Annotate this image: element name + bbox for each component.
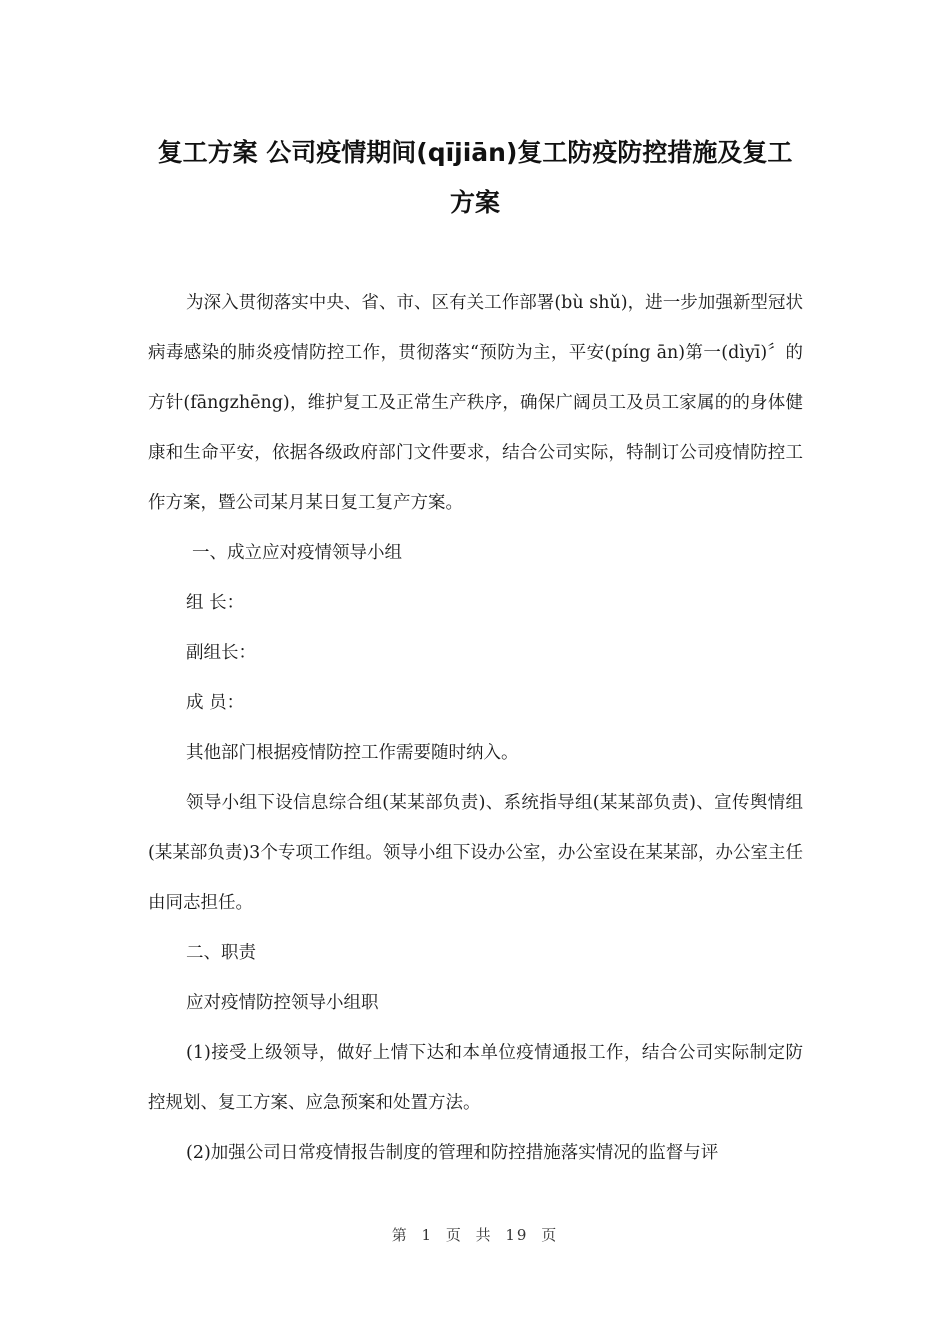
section-heading-1: 一、成立应对疫情领导小组	[192, 543, 402, 563]
paragraph-other-departments: 其他部门根据疫情防控工作需要随时纳入。	[186, 743, 519, 763]
paragraph-members: 成 员：	[186, 693, 245, 713]
document-body	[148, 278, 803, 1178]
paragraph-working-groups: 领导小组下设信息综合组(某某部负责)、系统指导组(某某部负责)、宣传舆情组(某某部负责)3个专项工作组。领导小组下设办公室，办公室设在某某部，办公室主任由同志担任。	[148, 793, 803, 913]
page-number-footer: 第 1 页 共 19 页	[391, 1226, 559, 1244]
paragraph-intro: 为深入贯彻落实中央、省、市、区有关工作部署(bù shǔ)，进一步加强新型冠状病毒感染的肺炎疫情防控工作，贯彻落实“预防为主，平安(píng ān)第一(dìyī)〞的方针(fāngzhēng)，维护复工及正常生产秩序，确保广阔员工及员工家属的的身体健康和生命平安，依据各级政府部门文件要求，结合公司实际，特制订公司疫情防控工作方案，暨公司某月某日复工复产方案。	[148, 293, 803, 513]
paragraph-duty-2: (2)加强公司日常疫情报告制度的管理和防控措施落实情况的监督与评	[186, 1143, 719, 1163]
document-title-line-2: 方案	[449, 188, 500, 217]
paragraph-leader: 组 长：	[186, 593, 245, 613]
paragraph-deputy-leader: 副组长：	[186, 643, 256, 663]
paragraph-duties-heading: 应对疫情防控领导小组职	[186, 993, 379, 1013]
section-heading-2: 二、职责	[186, 943, 256, 963]
document-title-line-1: 复工方案 公司疫情期间(qījiān)复工防疫防控措施及复工	[157, 138, 793, 167]
paragraph-duty-1: (1)接受上级领导，做好上情下达和本单位疫情通报工作，结合公司实际制定防控规划、复工方案、应急预案和处置方法。	[148, 1043, 803, 1113]
